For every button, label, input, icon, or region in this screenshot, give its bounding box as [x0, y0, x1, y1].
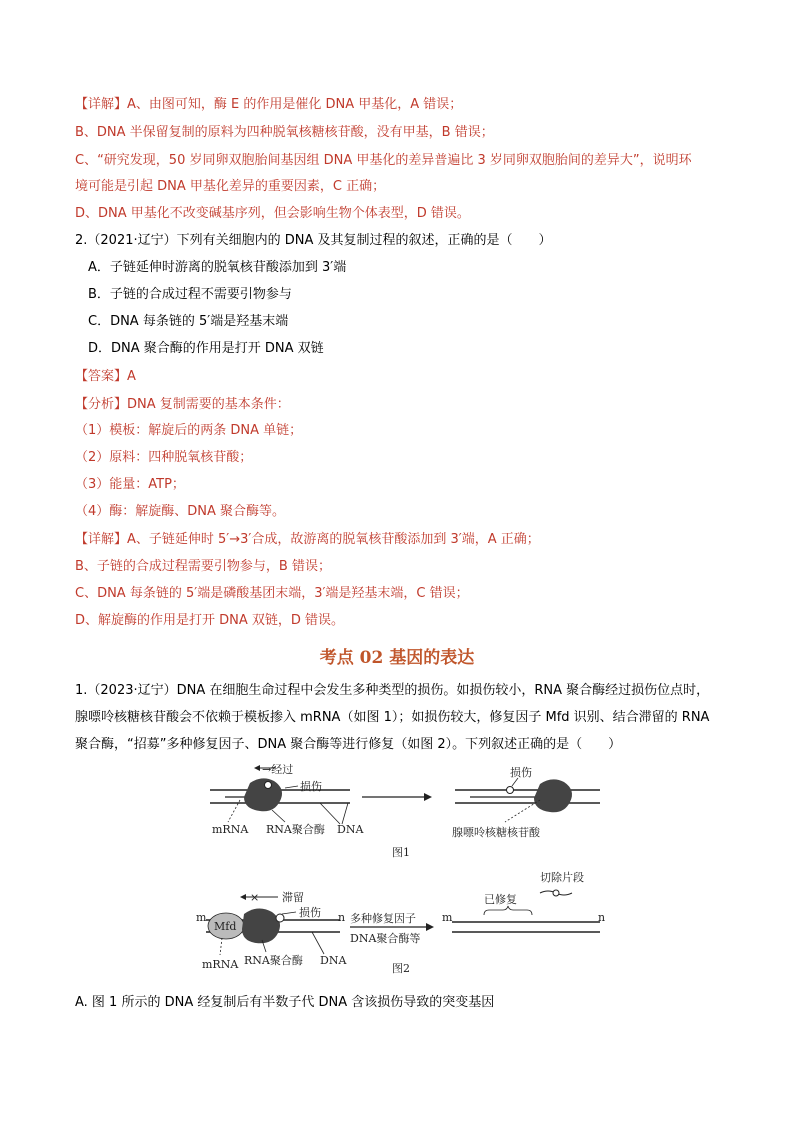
q2-condition-2: （2）原料：四种脱氧核苷酸；: [75, 450, 253, 465]
q2-condition-3: （3）能量：ATP；: [75, 477, 185, 492]
figure2-mrna-label: mRNA: [202, 958, 239, 971]
q2-option-a: A．子链延伸时游离的脱氧核苷酸添加到 3′端: [88, 260, 347, 275]
figure2-m-right: m: [442, 911, 453, 924]
q1-option-a: A. 图 1 所示的 DNA 经复制后有半数子代 DNA 含该损伤导致的突变基因: [75, 995, 495, 1010]
figure2-right: [442, 870, 605, 932]
figure2-repaired-label: 已修复: [484, 893, 517, 906]
figure2-rnap-label: RNA聚合酶: [244, 954, 303, 967]
q2-detail-3: C、DNA 每条链的 5′端是磷酸基团末端，3′端是羟基末端，C 错误；: [75, 586, 469, 601]
figure2-arrow: [350, 912, 434, 945]
figure2-n-right: n: [598, 911, 606, 924]
detail-line-5: D、DNA 甲基化不改变碱基序列，但会影响生物个体表型，D 错误。: [75, 206, 470, 221]
q1-stem-line-3: 聚合酶，“招募”多种修复因子、DNA 聚合酶等进行修复（如图 2）。下列叙述正确的是（ ）: [75, 737, 622, 752]
figure2-n-label: n: [338, 911, 346, 924]
figure2-left: [196, 890, 347, 971]
q2-analysis: 【分析】DNA 复制需要的基本条件：: [75, 397, 290, 412]
q2-detail-4: D、解旋酶的作用是打开 DNA 双链，D 错误。: [75, 613, 345, 628]
figure1-mrna-label: mRNA: [212, 823, 249, 836]
detail-line-3: C、“研究发现，50 岁同卵双胞胎间基因组 DNA 甲基化的差异普遍比 3 岁同卵双胞胎间的差异大”，说明环: [75, 153, 692, 168]
q2-detail-1: 【详解】A、子链延伸时 5′→3′合成，故游离的脱氧核苷酸添加到 3′端，A 正确；: [75, 532, 540, 547]
figure1-left: [210, 762, 432, 836]
figure1-rna-polymerase: [244, 778, 282, 811]
q2-option-c: C．DNA 每条链的 5′端是羟基末端: [88, 314, 289, 329]
q2-stem: 2.（2021·辽宁）下列有关细胞内的 DNA 及其复制过程的叙述，正确的是（ ）: [75, 233, 552, 248]
detail-line-1: 【详解】A、由图可知，酶 E 的作用是催化 DNA 甲基化，A 错误；: [75, 97, 463, 112]
figure2-rna-polymerase: [242, 908, 280, 943]
figure2-stall-label: 滞留: [282, 891, 304, 904]
section-heading: 考点 02 基因的表达: [319, 648, 475, 668]
q1-stem-line-2: 腺嘌呤核糖核苷酸会不依赖于模板掺入 mRNA（如图 1）；如损伤较大，修复因子 Mfd 识别、结合滞留的 RNA: [75, 710, 710, 725]
q2-condition-1: （1）模板：解旋后的两条 DNA 单链；: [75, 423, 303, 438]
figure2-m-label: m: [196, 911, 207, 924]
figure2-caption: 图2: [392, 962, 410, 975]
detail-line-4: 境可能是引起 DNA 甲基化差异的重要因素，C 正确；: [75, 179, 386, 194]
figure2-excised-label: 切除片段: [540, 871, 584, 884]
figure2-damage-label: 损伤: [299, 906, 321, 919]
figure1-caption: 图1: [392, 846, 410, 859]
q2-condition-4: （4）酶：解旋酶、DNA 聚合酶等。: [75, 504, 286, 519]
figure2-dna-label: DNA: [320, 954, 347, 967]
figure1-rna-polymerase-right: [534, 779, 572, 812]
figure1-damage-site: [265, 782, 272, 789]
figure2-arrow-top: 多种修复因子: [350, 912, 416, 925]
figure1-right: [452, 765, 600, 839]
figure2-mfd-label: Mfd: [214, 920, 237, 933]
figure1-rnap-label: RNA聚合酶: [266, 823, 325, 836]
detail-line-2: B、DNA 半保留复制的原料为四种脱氧核糖核苷酸，没有甲基，B 错误；: [75, 125, 494, 140]
figure2-arrow-bottom: DNA聚合酶等: [350, 932, 421, 945]
figure1-arrow: [424, 793, 432, 801]
figure1-damage-label-right: 损伤: [510, 766, 532, 779]
figure1-pass-label: →经过: [262, 763, 294, 776]
figure2-repaired-brace: [484, 906, 532, 915]
q2-detail-2: B、子链的合成过程需要引物参与，B 错误；: [75, 559, 331, 574]
figure1-damage-label: 损伤: [300, 780, 322, 793]
figure1-adenine-label: 腺嘌呤核糖核苷酸: [452, 826, 540, 839]
figure2-stall-mark: ×: [250, 891, 260, 904]
q2-option-b: B．子链的合成过程不需要引物参与: [88, 287, 292, 302]
q2-answer: 【答案】A: [75, 369, 136, 384]
figure1-dna-label: DNA: [337, 823, 364, 836]
figure2-damage-site: [276, 914, 284, 922]
q1-stem-line-1: 1.（2023·辽宁）DNA 在细胞生命过程中会发生多种类型的损伤。如损伤较小，RNA 聚合酶经过损伤位点时，: [75, 683, 710, 698]
q2-option-d: D．DNA 聚合酶的作用是打开 DNA 双链: [88, 341, 324, 356]
